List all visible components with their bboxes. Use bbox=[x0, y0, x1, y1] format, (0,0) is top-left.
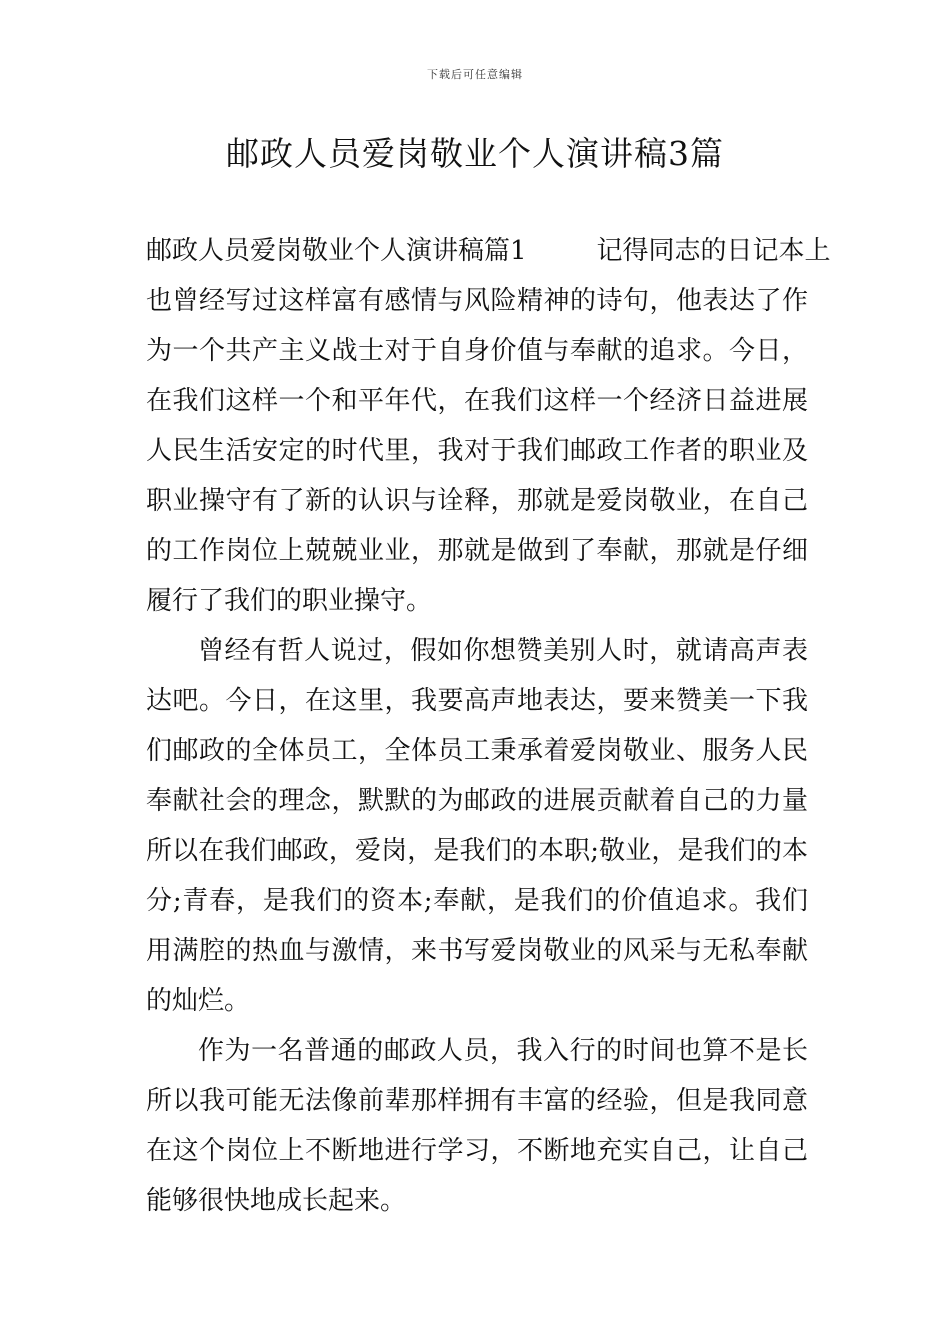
paragraph-text: 记得同志的日记本上 bbox=[596, 236, 831, 266]
document-body bbox=[146, 226, 831, 1226]
paragraph-line: 职业操守有了新的认识与诠释，那就是爱岗敬业，在自己 bbox=[146, 486, 808, 516]
paragraph-line: 在我们这样一个和平年代，在我们这样一个经济日益进展 bbox=[146, 386, 808, 416]
paragraph-line: 也曾经写过这样富有感情与风险精神的诗句，他表达了作 bbox=[146, 286, 808, 316]
paragraph-line: 所以我可能无法像前辈那样拥有丰富的经验，但是我同意 bbox=[146, 1086, 808, 1116]
paragraph-line: 作为一名普通的邮政人员，我入行的时间也算不是长 bbox=[198, 1036, 808, 1066]
paragraph-line: 曾经有哲人说过，假如你想赞美别人时，就请高声表 bbox=[198, 636, 808, 666]
paragraph-line: 在这个岗位上不断地进行学习，不断地充实自己，让自己 bbox=[146, 1136, 808, 1166]
paragraph-line: 的工作岗位上兢兢业业，那就是做到了奉献，那就是仔细 bbox=[146, 536, 808, 566]
paragraph-line: 分;青春，是我们的资本;奉献，是我们的价值追求。我们 bbox=[146, 886, 808, 916]
header-note: 下载后可任意编辑 bbox=[427, 68, 523, 81]
paragraph-line: 们邮政的全体员工，全体员工秉承着爱岗敬业、服务人民 bbox=[146, 736, 808, 766]
paragraph-line: 为一个共产主义战士对于自身价值与奉献的追求。今日， bbox=[146, 336, 808, 366]
paragraph-line: 的灿烂。 bbox=[146, 986, 251, 1016]
paragraph-line: 所以在我们邮政，爱岗，是我们的本职;敬业，是我们的本 bbox=[146, 836, 808, 866]
section-heading: 邮政人员爱岗敬业个人演讲稿篇1 bbox=[146, 236, 527, 266]
paragraph-line: 奉献社会的理念，默默的为邮政的进展贡献着自己的力量 bbox=[146, 786, 808, 816]
paragraph-line: 用满腔的热血与激情，来书写爱岗敬业的风采与无私奉献 bbox=[146, 936, 808, 966]
paragraph-line: 能够很快地成长起来。 bbox=[146, 1186, 407, 1216]
paragraph-line bbox=[146, 226, 831, 276]
paragraph-line: 履行了我们的职业操守。 bbox=[146, 586, 433, 616]
paragraph-line: 达吧。今日，在这里，我要高声地表达，要来赞美一下我 bbox=[146, 686, 808, 716]
paragraph-1 bbox=[146, 226, 831, 626]
paragraph-3 bbox=[146, 1026, 808, 1226]
paragraph-line: 人民生活安定的时代里，我对于我们邮政工作者的职业及 bbox=[146, 436, 808, 466]
paragraph-2 bbox=[146, 626, 808, 1026]
document-title: 邮政人员爱岗敬业个人演讲稿3篇 bbox=[226, 134, 724, 173]
